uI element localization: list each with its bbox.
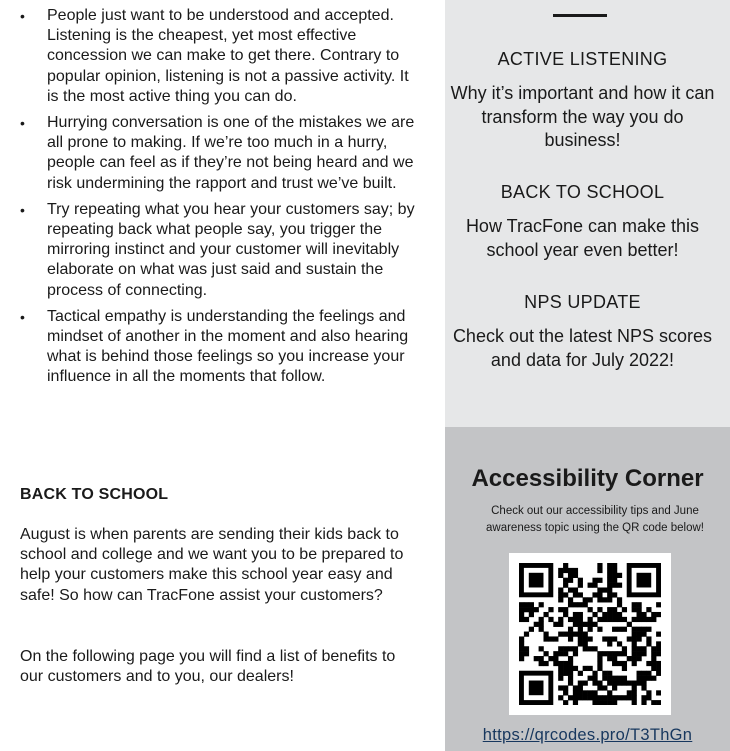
sidebar-heading-nps-update: NPS UPDATE xyxy=(524,292,641,312)
accessibility-title: Accessibility Corner xyxy=(471,465,704,492)
bullet-text: Tactical empathy is understanding the feelings and mindset of another in the moment and also hearing what is behind those feelings so you increase your influence in all the moments that follow. xyxy=(47,307,409,386)
sidebar-text-back-to-school: How TracFone can make this school year even better! xyxy=(465,216,700,260)
bullet-icon: • xyxy=(20,115,25,132)
list-item xyxy=(20,200,420,301)
accessibility-corner xyxy=(445,427,730,751)
accessibility-description: Check out our accessibility tips and June awareness topic using the QR code below! xyxy=(486,505,704,534)
divider xyxy=(553,14,607,17)
qr-code-icon xyxy=(519,563,661,705)
section-title: BACK TO SCHOOL xyxy=(20,486,169,503)
list-item xyxy=(20,113,420,194)
back-to-school-paragraph: August is when parents are sending their kids back to school and college and we want you to be prepared to help your customers make this school year easy and safe! So how can TracFone assist your customers? xyxy=(20,526,404,604)
bullet-text: Hurrying conversation is one of the mistakes we are all prone to making. If we’re too much in a hurry, people can feel as if they’re not being heard and we risk undermining the rapport and trust we’ve built. xyxy=(47,114,415,192)
bullet-icon: • xyxy=(20,201,25,218)
qr-code[interactable] xyxy=(509,553,671,715)
sidebar-text-nps-update: Check out the latest NPS scores and data for July 2022! xyxy=(452,326,713,370)
tips-list xyxy=(20,6,420,394)
bullet-icon: • xyxy=(20,308,25,325)
list-item xyxy=(20,6,420,107)
bullet-text: People just want to be understood and accepted. Listening is the cheapest, yet most effective concession we can make to get there. Contrary to popular opinion, listening is not a passive activity. It is the most active thing you can do. xyxy=(47,7,409,105)
list-item xyxy=(20,307,420,388)
bullet-text: Try repeating what you hear your customers say; by repeating back what people say, you trigger the mirroring instinct and your customer will inevitably elaborate on what was just said and sustain the process of connecting. xyxy=(47,200,415,299)
sidebar-heading-back-to-school: BACK TO SCHOOL xyxy=(500,182,665,202)
bullet-icon: • xyxy=(20,8,25,24)
sidebar-heading-active-listening: ACTIVE LISTENING xyxy=(497,49,668,69)
benefits-paragraph: On the following page you will find a list of benefits to our customers and to you, our dealers! xyxy=(20,648,396,686)
contents-sidebar xyxy=(445,0,730,427)
sidebar-text-active-listening: Why it’s important and how it can transform the way you do business! xyxy=(450,83,715,150)
qr-link[interactable]: https://qrcodes.pro/T3ThGn xyxy=(482,726,693,744)
